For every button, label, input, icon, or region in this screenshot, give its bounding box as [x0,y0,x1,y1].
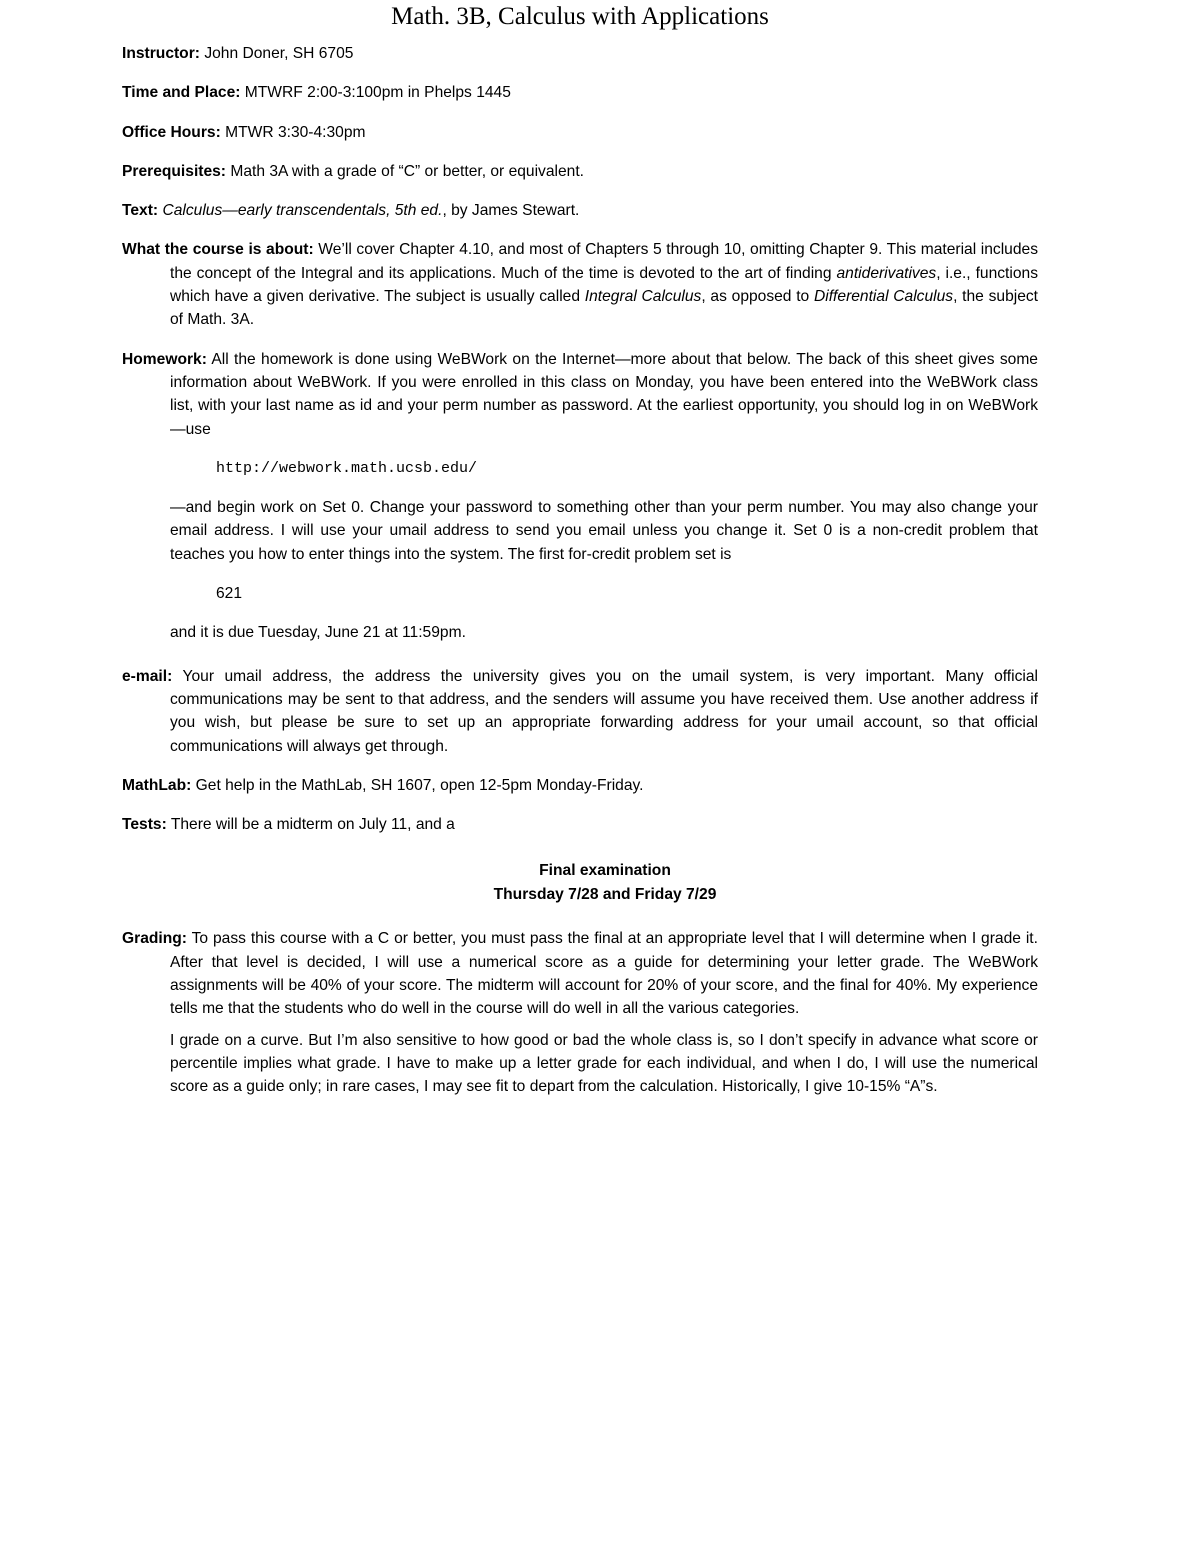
textbook-title: Calculus—early transcendentals, 5th ed. [162,202,443,220]
tests-item [122,813,1038,836]
time-place-item [122,81,1038,104]
office-hours-label: Office Hours: [122,123,221,141]
page-title: Math. 3B, Calculus with Applications [391,3,769,30]
textbook-label: Text: [122,202,159,220]
homework-label: Homework: [122,350,207,368]
email-item [122,665,1038,758]
tests-label: Tests: [122,816,167,834]
homework-text: All the homework is done using WeBWork on the Internet—more about that below. The back of this sheet gives some information about WeBWork. If you were enrolled in this class on Monday, you have been entered into the WeBWork class list, with your last name as id and your perm number as password. At the earliest opportunity, you should log in on WeBWork—use [170,350,1038,438]
final-exam-heading: Final examination [539,862,671,880]
course-about-italic-3: Differential Calculus [814,288,954,306]
course-about-text-1: We’ll cover Chapter 4.10, and most of Chapters 5 through 10, omitting Chapter 9. This material includes the concept of the Integral and its applications. Much of the time is devoted to the art of finding [170,241,1038,282]
grading-text: To pass this course with a C or better, you must pass the final at an appropriate level that I will determine when I grade it. After that level is decided, I will use a numerical score as a guide for determining your letter grade. The WeBWork assignments will be 40% of your score. The midterm will account for 20% of your score, and the final for 40%. My experience tells me that the students who do well in the course will do well in all the various categories. [170,930,1038,1018]
course-about-text-2: , i.e., functions which have a given derivative. The subject is usually called [170,264,1038,306]
homework-continued: —and begin work on Set 0. Change your password to something other than your perm number. You may also change your email address. I will use your umail address to send you email unless you change it. Set 0 is a non-credit problem that teaches you how to enter things into the system. The first for-credit problem set is [170,499,1038,563]
homework-due-date: and it is due Tuesday, June 21 at 11:59pm. [170,624,466,642]
course-about-text-3: , as opposed to [701,288,814,306]
prerequisites-item [122,160,1038,183]
course-about-italic-1: antiderivatives [836,264,937,282]
syllabus-page [122,0,1038,1099]
problem-set-number: 621 [216,585,243,603]
course-about-item [122,238,1038,331]
instructor-item [122,42,1038,65]
instructor-text: John Doner, SH 6705 [204,45,354,62]
textbook-author: , by James Stewart. [442,202,580,220]
tests-text: There will be a midterm on July 11, and a [170,816,455,834]
final-exam-dates: Thursday 7/28 and Friday 7/29 [493,886,717,904]
time-place-label: Time and Place: [122,84,241,102]
grading-label: Grading: [122,930,187,948]
course-about-label: What the course is about: [122,241,314,259]
course-about-text-4: , the subject of Math. 3A. [170,288,1039,329]
email-label: e-mail: [122,667,173,685]
office-hours-text: MTWR 3:30-4:30pm [225,123,366,141]
mathlab-text: Get help in the MathLab, SH 1607, open 12-5pm Monday-Friday. [195,776,644,794]
homework-item [122,348,1038,441]
email-text: Your umail address, the address the university gives you on the umail system, is very important. Many official communications may be sent to that address, and the senders will assume you have received them. Use another address if you wish, but please be sure to set up an appropriate forwarding address for your umail account, so that official communications will always get through. [170,667,1038,755]
office-hours-item [122,121,1038,144]
course-about-italic-2: Integral Calculus [584,288,702,306]
time-place-text: MTWRF 2:00-3:100pm in Phelps 1445 [244,84,511,102]
webwork-url-link[interactable]: http://webwork.math.ucsb.edu/ [216,459,478,477]
instructor-label: Instructor: [122,45,200,62]
prerequisites-text: Math 3A with a grade of “C” or better, or equivalent. [230,162,585,180]
textbook-item [122,199,1038,222]
mathlab-label: MathLab: [122,776,192,794]
final-exam-block [122,859,1038,907]
mathlab-item [122,774,1038,797]
grading-item [122,927,1038,1020]
prerequisites-label: Prerequisites: [122,162,227,180]
grading-continued: I grade on a curve. But I’m also sensitive to how good or bad the whole class is, so I don’t specify in advance what score or percentile implies what grade. I have to make up a letter grade for each individual, and when I do, I will use the numerical score as a guide only; in rare cases, I may see fit to depart from the calculation. Historically, I give 10-15% “A”s. [170,1031,1038,1096]
